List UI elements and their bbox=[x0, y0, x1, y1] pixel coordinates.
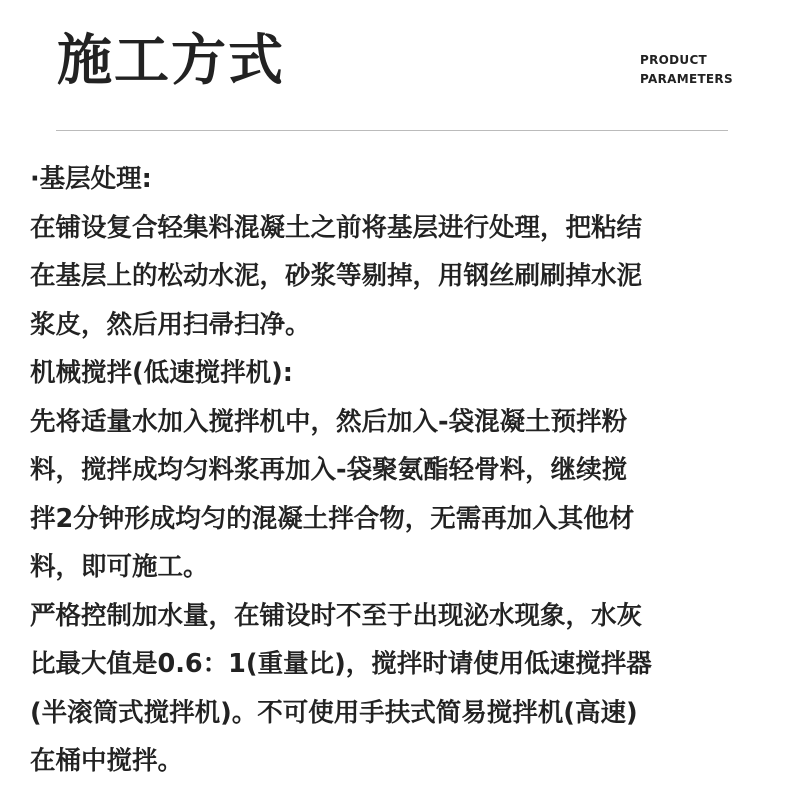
construction-method-text bbox=[30, 155, 760, 786]
section-heading-mechanical-mixing: 机械搅拌(低速搅拌机): bbox=[30, 358, 294, 388]
product-parameters-label bbox=[640, 51, 733, 89]
text-line: 浆皮，然后用扫帚扫净。 bbox=[30, 309, 311, 340]
header-divider bbox=[56, 130, 728, 131]
text-line: 在桶中搅拌。 bbox=[30, 746, 184, 776]
text-line: 在铺设复合轻集料混凝土之前将基层进行处理，把粘结 bbox=[30, 212, 643, 243]
subtitle-line-2: PARAMETERS bbox=[640, 72, 733, 86]
text-line: 先将适量水加入搅拌机中，然后加入-袋混凝土预拌粉 bbox=[30, 406, 628, 437]
subtitle-line-1: PRODUCT bbox=[640, 53, 708, 67]
text-line: 在基层上的松动水泥，砂浆等剔掉，用钢丝刷刷掉水泥 bbox=[30, 261, 643, 291]
text-line: 比最大值是0.6：1(重量比)，搅拌时请使用低速搅拌器 bbox=[30, 649, 652, 679]
text-line: 严格控制加水量，在铺设时不至于出现泌水现象，水灰 bbox=[30, 600, 643, 631]
section-heading-base-treatment: ·基层处理: bbox=[30, 164, 152, 194]
page-title: 施工方式 bbox=[57, 28, 286, 92]
text-line: 料，即可施工。 bbox=[30, 552, 209, 582]
text-line: (半滚筒式搅拌机)。不可使用手扶式简易搅拌机(高速) bbox=[30, 697, 638, 728]
text-line: 料，搅拌成均匀料浆再加入-袋聚氨酯轻骨料，继续搅 bbox=[30, 455, 628, 485]
text-line: 拌2分钟形成均匀的混凝土拌合物，无需再加入其他材 bbox=[30, 503, 635, 534]
